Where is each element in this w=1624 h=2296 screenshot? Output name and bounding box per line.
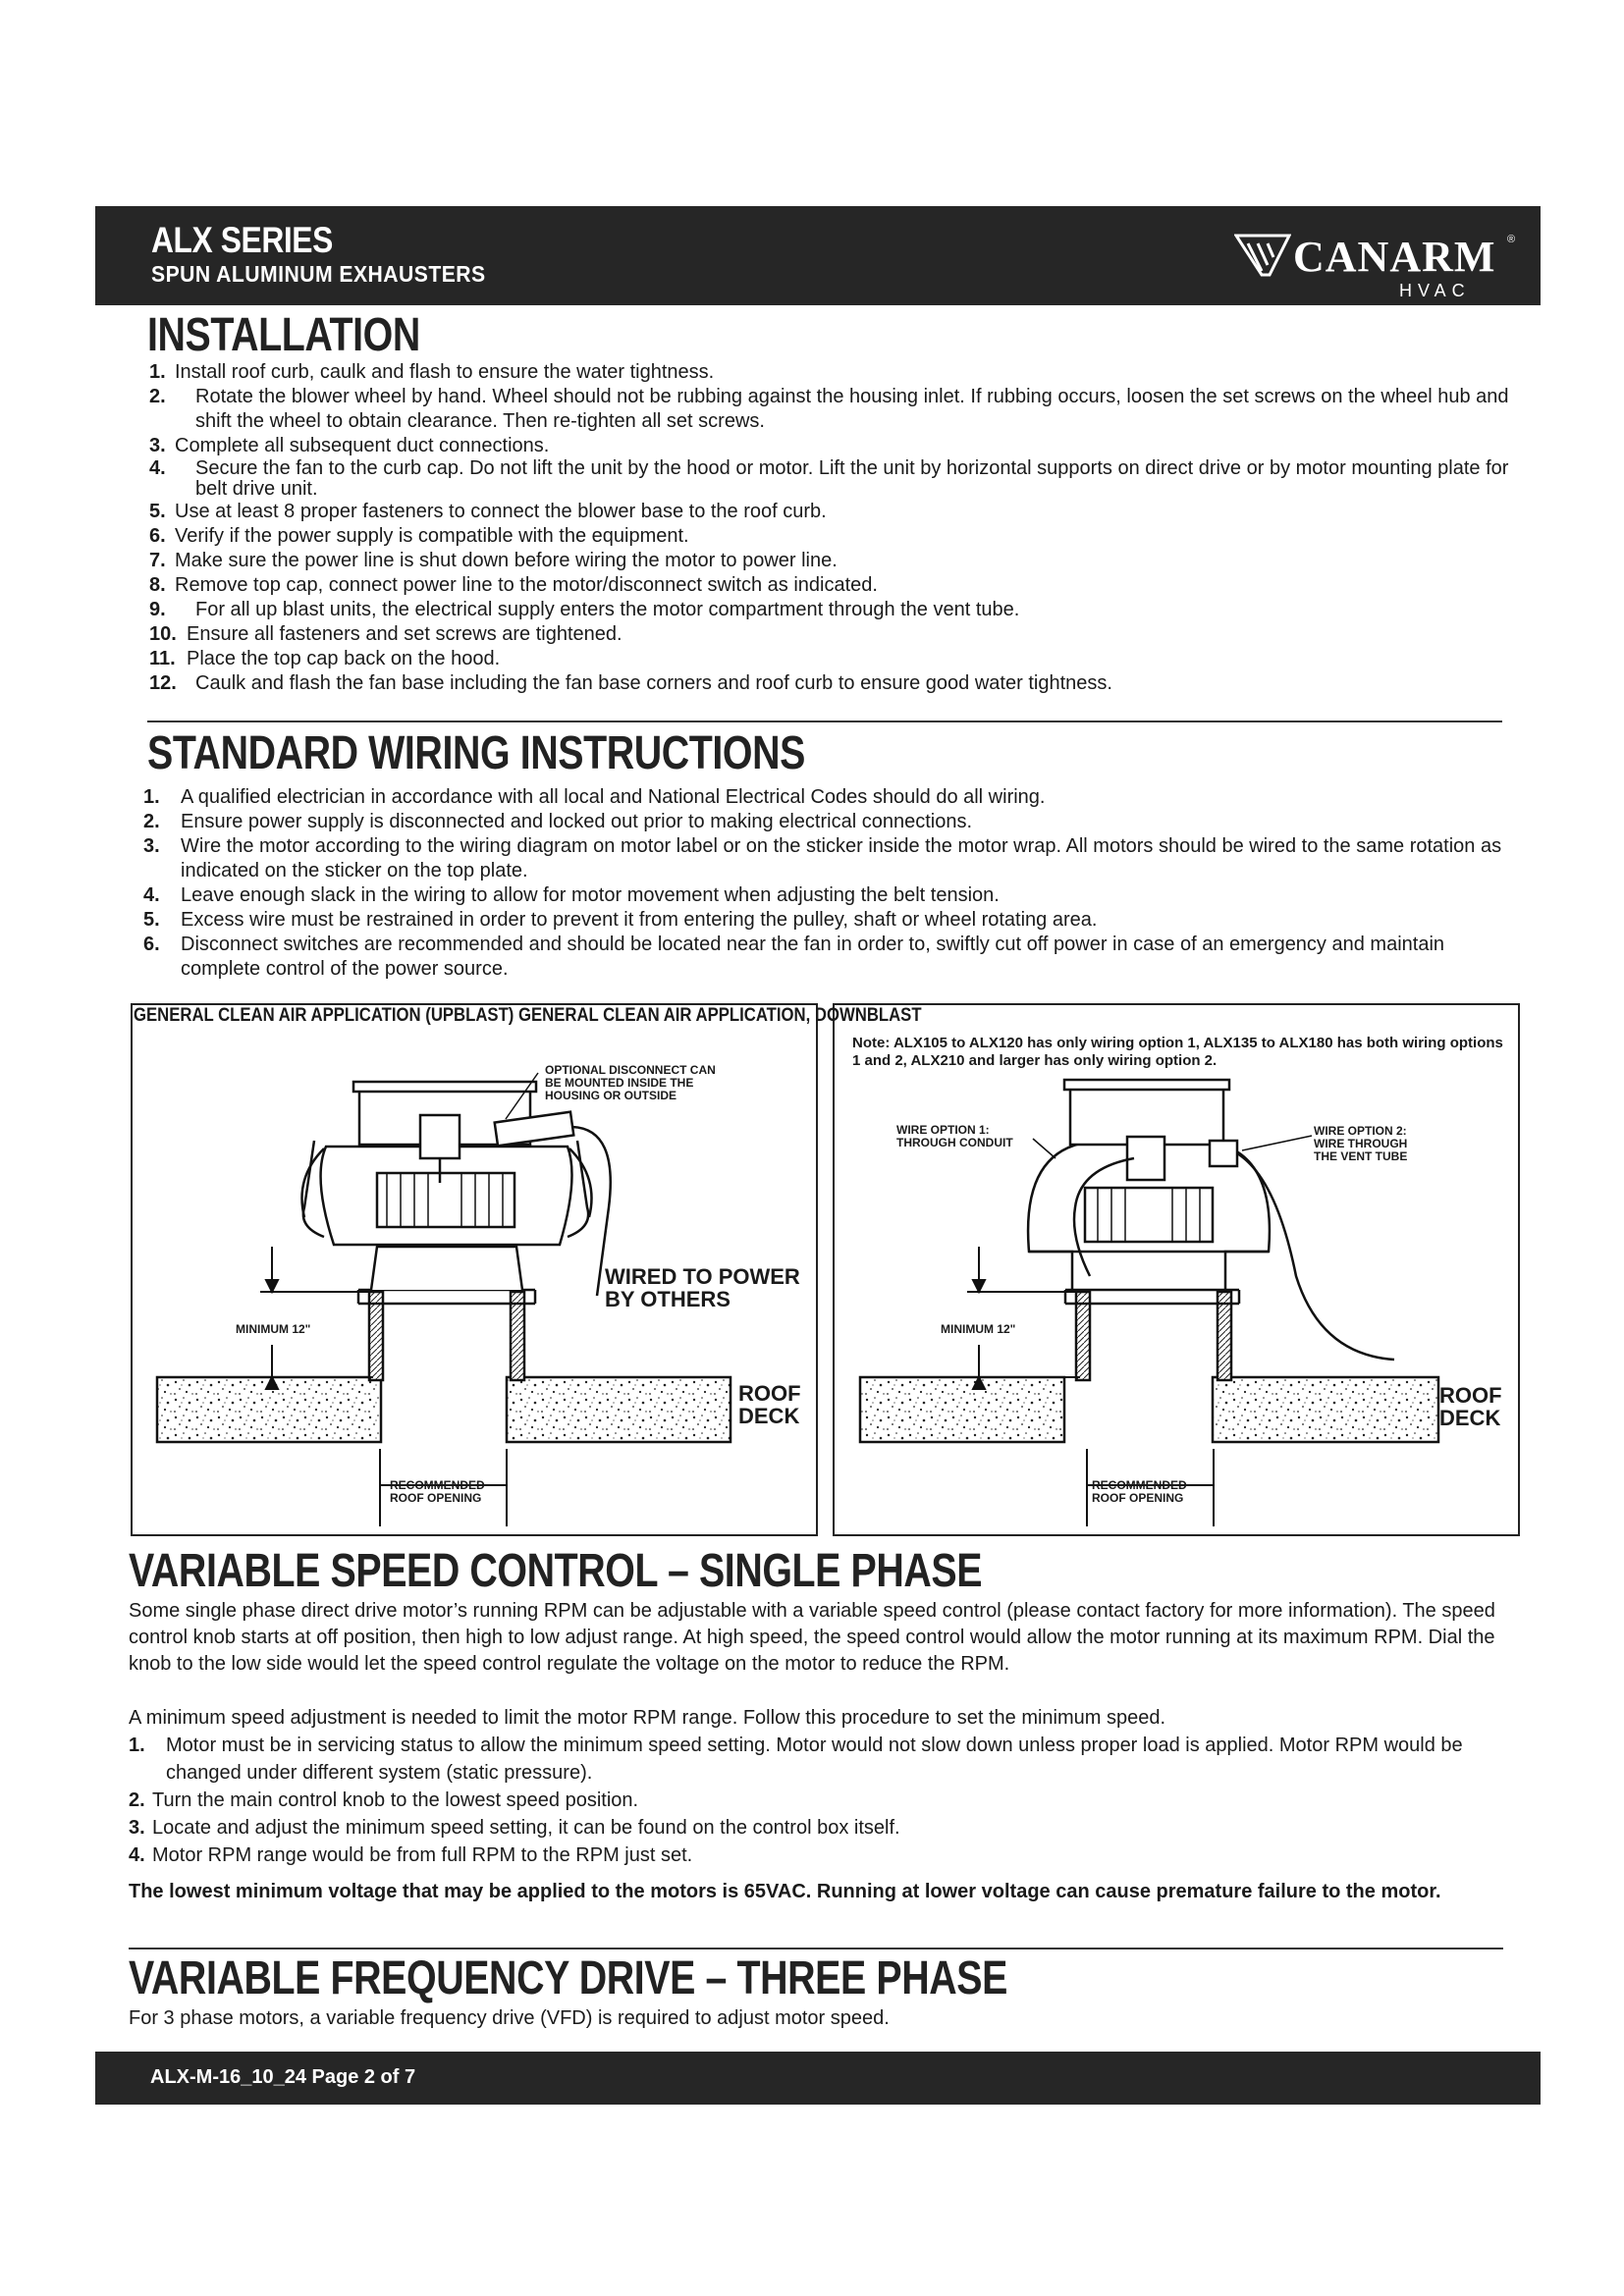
footer-band <box>95 2052 1541 2105</box>
minimum-clearance-label-right: MINIMUM 12" <box>941 1322 1016 1336</box>
brand-registered-mark: ® <box>1507 234 1516 245</box>
list-item: 11. Place the top cap back on the hood. <box>149 648 501 669</box>
recommended-opening-label-left: RECOMMENDED ROOF OPENING <box>390 1478 485 1505</box>
vsc-title: VARIABLE SPEED CONTROL – SINGLE PHASE <box>129 1545 983 1597</box>
minimum-clearance-label-left: MINIMUM 12" <box>236 1322 311 1336</box>
list-item: 5. Excess wire must be restrained in order to prevent it from entering the pulley, shaft or wheel rotating area. <box>143 909 1098 931</box>
list-item: 3. Locate and adjust the minimum speed setting, it can be found on the control box itself. <box>129 1817 900 1839</box>
page-number: ALX-M-16_10_24 Page 2 of 7 <box>150 2066 416 2088</box>
diagram-title: GENERAL CLEAN AIR APPLICATION (UPBLAST) GENERAL CLEAN AIR APPLICATION, DOWNBLAST <box>134 1005 922 1026</box>
roof-deck-label-left: ROOF DECK <box>738 1381 801 1428</box>
list-item: 6. Verify if the power supply is compatible with the equipment. <box>149 525 689 547</box>
list-item: 1. A qualified electrician in accordance with all local and National Electrical Codes should do all wiring. <box>143 786 1046 808</box>
brand-name: CANARM <box>1293 233 1496 281</box>
list-item: 1. Motor must be in servicing status to allow the minimum speed setting. Motor would not slow down unless proper load is applied. Motor RPM would be changed under different system (static pressure). <box>129 1735 1463 1784</box>
diagram-note: Note: ALX105 to ALX120 has only wiring option 1, ALX135 to ALX180 has both wiring options 1 and 2, ALX210 and larger has only wiring option 2. <box>852 1035 1503 1069</box>
wired-to-power-label: WIRED TO POWER BY OTHERS <box>605 1264 800 1311</box>
vsc-list <box>129 1732 1513 1869</box>
list-item: 12. Caulk and flash the fan base including the fan base corners and roof curb to ensure good water tightness. <box>149 672 1112 694</box>
series-subtitle: SPUN ALUMINUM EXHAUSTERS <box>151 261 486 287</box>
wiring-title: STANDARD WIRING INSTRUCTIONS <box>147 727 806 779</box>
list-item: 4. Motor RPM range would be from full RPM to the RPM just set. <box>129 1844 693 1866</box>
optional-disconnect-label: OPTIONAL DISCONNECT CAN BE MOUNTED INSIDE THE HOUSING OR OUTSIDE <box>545 1063 716 1102</box>
recommended-opening-label-right: RECOMMENDED ROOF OPENING <box>1092 1478 1187 1505</box>
list-item: 2. Turn the main control knob to the lowest speed position. <box>129 1789 639 1811</box>
vfd-text: For 3 phase motors, a variable frequency drive (VFD) is required to adjust motor speed. <box>129 2007 890 2029</box>
vsc-warning: The lowest minimum voltage that may be applied to the motors is 65VAC. Running at lower voltage can cause premature failure to the motor. <box>129 1881 1441 1902</box>
list-item: 3. Wire the motor according to the wiring diagram on motor label or on the sticker inside the motor wrap. All motors should be wired to the same rotation as indicated on the sticker on the top plate. <box>143 835 1502 881</box>
list-item: 6. Disconnect switches are recommended and should be located near the fan in order to, swiftly cut off power in case of an emergency and maintain complete control of the power source. <box>143 934 1445 980</box>
list-item: 7. Make sure the power line is shut down before wiring the motor to power line. <box>149 550 838 571</box>
list-item: 3. Complete all subsequent duct connections. <box>149 435 550 456</box>
roof-deck-label-right: ROOF DECK <box>1439 1383 1502 1430</box>
brand-subtitle: HVAC <box>1399 281 1471 300</box>
installation-title: INSTALLATION <box>147 309 420 361</box>
upblast-fan-drawing <box>157 1073 731 1442</box>
list-item: 9. For all up blast units, the electrical supply enters the motor compartment through the vent tube. <box>149 599 1020 620</box>
vfd-title: VARIABLE FREQUENCY DRIVE – THREE PHASE <box>129 1952 1007 2004</box>
section-divider <box>129 1948 1503 1949</box>
list-item: 1. Install roof curb, caulk and flash to ensure the water tightness. <box>149 361 715 383</box>
wire-option-1-label: WIRE OPTION 1: THROUGH CONDUIT <box>896 1123 1013 1149</box>
list-item: 4. Leave enough slack in the wiring to allow for motor movement when adjusting the belt tension. <box>143 884 1000 906</box>
list-item: 10. Ensure all fasteners and set screws are tightened. <box>149 623 623 645</box>
vsc-intro-2: A minimum speed adjustment is needed to limit the motor RPM range. Follow this procedure to set the minimum speed. <box>129 1707 1166 1729</box>
vsc-intro: Some single phase direct drive motor’s running RPM can be adjustable with a variable speed control (please contact factory for more information). The speed control knob starts at off position, then high to low adjust range. At high speed, the speed control would allow the motor running at its maximum RPM. Dial the knob to the low side would let the speed control regulate the voltage on the motor to reduce the RPM. <box>129 1600 1495 1675</box>
list-item: 5. Use at least 8 proper fasteners to connect the blower base to the roof curb. <box>149 501 827 522</box>
list-item: 8. Remove top cap, connect power line to the motor/disconnect switch as indicated. <box>149 574 878 596</box>
wire-option-2-label: WIRE OPTION 2: WIRE THROUGH THE VENT TUBE <box>1314 1124 1408 1163</box>
series-title: ALX SERIES <box>151 220 333 260</box>
list-item: 2. Ensure power supply is disconnected and locked out prior to making electrical connections. <box>143 811 972 832</box>
list-item: 2. Rotate the blower wheel by hand. Wheel should not be rubbing against the housing inlet. If rubbing occurs, loosen the set screws on the wheel hub and shift the wheel to obtain clearance. Then re-tighten all set screws. <box>149 386 1509 432</box>
list-item: 4. Secure the fan to the curb cap. Do not lift the unit by the hood or motor. Lift the unit by horizontal supports on direct drive or by motor mounting plate for belt drive unit. <box>149 457 1509 500</box>
